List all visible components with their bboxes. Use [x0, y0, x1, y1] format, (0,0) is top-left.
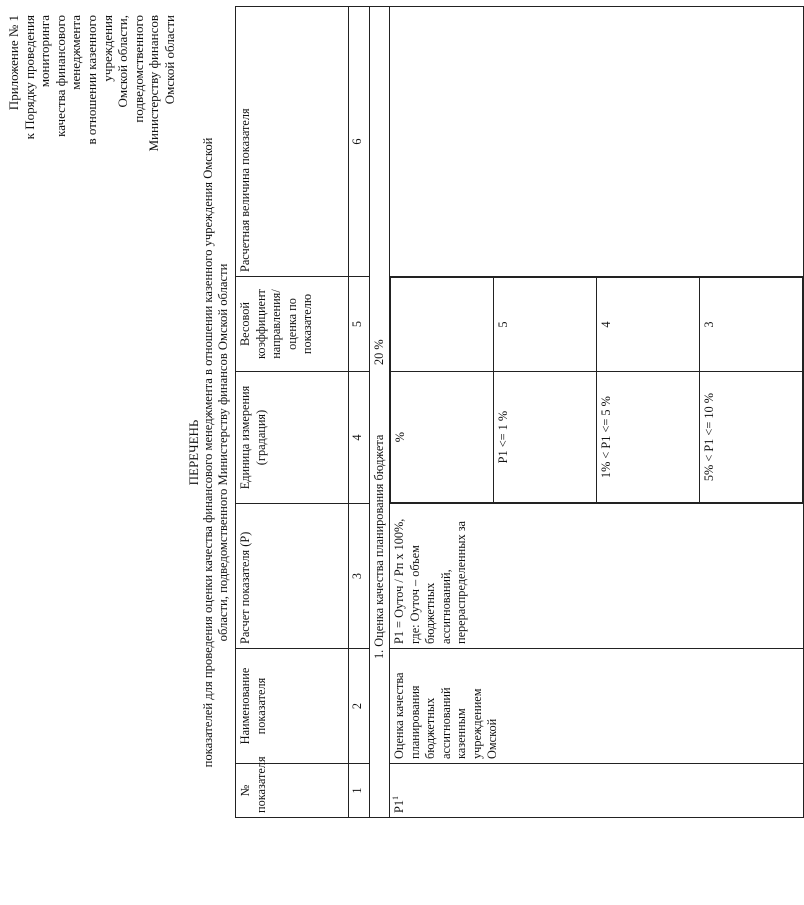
grade-score: 3: [700, 278, 803, 372]
grade-range: P1 <= 1 %: [494, 372, 597, 503]
grade-row: [700, 278, 803, 503]
appendix-line: Приложение № 1: [6, 15, 21, 111]
appendix-line: в отношении казенного учреждения: [83, 15, 115, 145]
appendix-line: Омской области, подведомственного: [115, 15, 146, 123]
grade-score: [391, 278, 494, 372]
header-weight: Весовой коэффициент направления/ оценка по показателю: [236, 277, 349, 372]
appendix-note: [6, 15, 178, 205]
row-name: Оценка качества планирования бюджетных ассигнований казенным учреждением Омской: [390, 649, 804, 764]
grade-range: 5% < P1 <= 10 %: [700, 372, 803, 503]
grade-row: [494, 278, 597, 503]
title-subheading-line1: показателей для проведения оценки качества финансового менеджмента в отношении казенного учреждения Омской: [201, 137, 215, 768]
grade-row: [391, 278, 494, 503]
header-unit: Единица измерения (градация): [236, 372, 349, 504]
header-num: № показателя: [236, 764, 349, 818]
section-cell: [370, 7, 390, 818]
column-number-row: [349, 7, 370, 818]
row-id-text: P1: [392, 800, 406, 813]
col-number: 5: [349, 277, 370, 372]
indicators-table: [235, 6, 804, 818]
section-title: 1. Оценка качества планирования бюджета: [372, 434, 386, 659]
document-title: [186, 30, 231, 875]
section-row: [370, 7, 390, 818]
row-id: [390, 764, 804, 818]
col-number: 1: [349, 764, 370, 818]
grade-score: 4: [597, 278, 700, 372]
section-weight: 20 %: [372, 339, 386, 365]
header-calc: Расчет показателя (P): [236, 504, 349, 649]
grade-row: [597, 278, 700, 503]
appendix-line: Омской области: [161, 15, 177, 105]
appendix-line: качества финансового менеджмента: [52, 15, 84, 137]
title-subheading-line2: области, подведомственного Министерству финансов Омской области: [216, 263, 230, 642]
col-number: 4: [349, 372, 370, 504]
header-value: Расчетная величина показателя: [236, 7, 349, 277]
grades-table: [390, 277, 803, 503]
grade-range: 1% < P1 <= 5 %: [597, 372, 700, 503]
grade-score: 5: [494, 278, 597, 372]
appendix-line: к Порядку проведения мониторинга: [21, 15, 53, 140]
col-number: 6: [349, 7, 370, 277]
row-id-footnote: 1: [390, 796, 400, 800]
title-heading: ПЕРЕЧЕНЬ: [186, 419, 201, 486]
row-value: [390, 7, 804, 277]
appendix-line: Министерству финансов: [146, 15, 162, 152]
table-row: [390, 7, 804, 818]
header-name: Наименование показателя: [236, 649, 349, 764]
grade-range: %: [391, 372, 494, 503]
header-row: [236, 7, 349, 818]
col-number: 2: [349, 649, 370, 764]
grade-cell: [390, 277, 804, 504]
row-calc: P1 = Оуточ / Рп x 100%, где: Оуточ – объем бюджетных ассигнований, перераспределенных за: [390, 504, 804, 649]
col-number: 3: [349, 504, 370, 649]
